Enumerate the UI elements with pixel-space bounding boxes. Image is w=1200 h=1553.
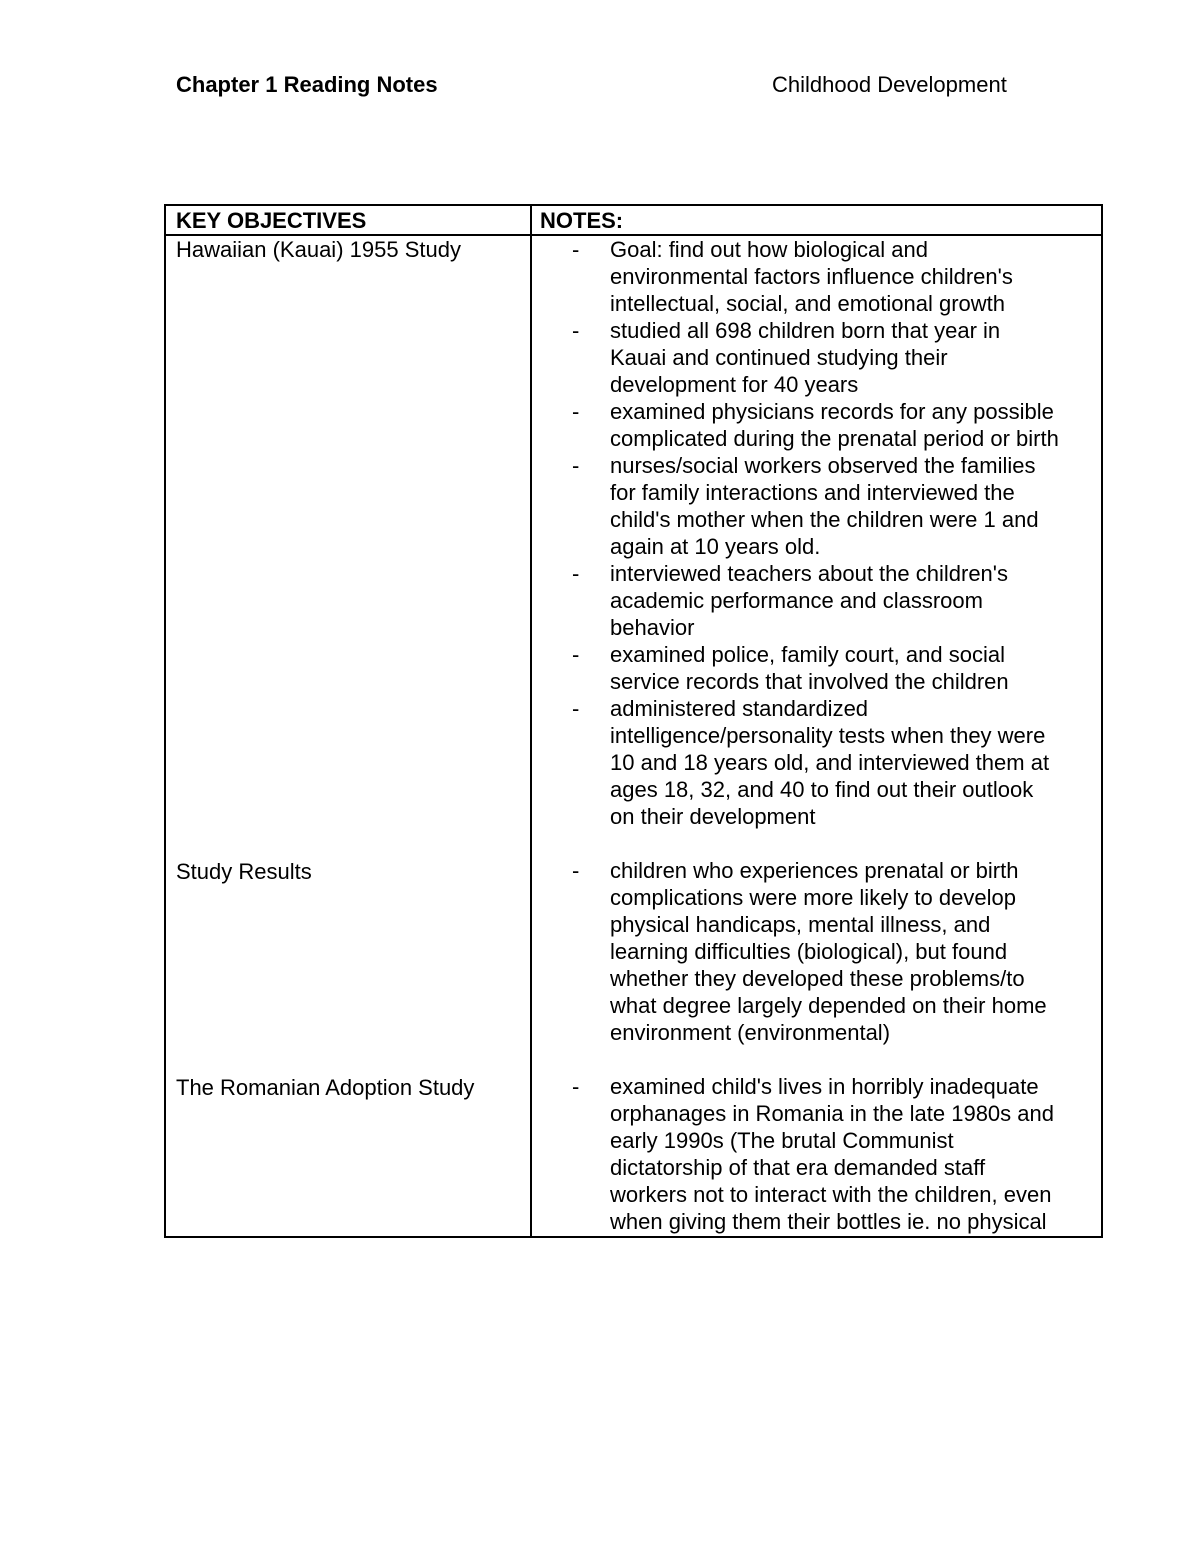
- bullet-item: [572, 695, 1102, 830]
- notes-group-study-results: [572, 857, 1102, 1046]
- dash-marker: -: [572, 399, 580, 424]
- bullet-text: examined police, family court, and social service records that involved the children: [610, 642, 1009, 694]
- bullet-text: examined physicians records for any possible complicated during the prenatal period or birth: [610, 399, 1059, 451]
- bullet-item: [572, 560, 1102, 641]
- document-title: Chapter 1 Reading Notes: [176, 72, 438, 97]
- bullet-item: [572, 641, 1102, 695]
- notes-group-hawaiian: [572, 236, 1102, 830]
- notes-group-romanian: [572, 1073, 1102, 1235]
- bullet-list: [572, 857, 1102, 1046]
- bullet-text: examined child's lives in horribly inadequate orphanages in Romania in the late 1980s and early 1990s (The brutal Communist dictatorship of that era demanded staff workers not to interact with the children, even when giving them their bottles ie. no physical: [610, 1074, 1054, 1234]
- bullet-item: [572, 317, 1102, 398]
- dash-marker: -: [572, 561, 580, 586]
- objective-hawaiian-study: Hawaiian (Kauai) 1955 Study: [176, 237, 461, 262]
- objective-study-results: Study Results: [176, 859, 312, 884]
- bullet-item: [572, 857, 1102, 1046]
- key-objectives-header: KEY OBJECTIVES: [176, 208, 367, 233]
- bullet-item: [572, 452, 1102, 560]
- bullet-list: [572, 236, 1102, 830]
- notes-header: NOTES:: [540, 208, 624, 233]
- notes-column: [572, 236, 1102, 1238]
- dash-marker: -: [572, 453, 580, 478]
- dash-marker: -: [572, 696, 580, 721]
- bullet-item: [572, 398, 1102, 452]
- bullet-text: nurses/social workers observed the families for family interactions and interviewed the child's mother when the children were 1 and again at 10 years old.: [610, 453, 1039, 559]
- bullet-text: administered standardized intelligence/personality tests when they were 10 and 18 years old, and interviewed them at ages 18, 32, and 40 to find out their outlook on their development: [610, 696, 1050, 829]
- bullet-list: [572, 1073, 1102, 1235]
- column-divider: [530, 206, 532, 1236]
- bullet-text: studied all 698 children born that year in Kauai and continued studying their development for 40 years: [610, 318, 1001, 397]
- course-name: Childhood Development: [772, 72, 1007, 97]
- dash-marker: -: [572, 318, 580, 343]
- bullet-text: Goal: find out how biological and environmental factors influence children's intellectual, social, and emotional growth: [610, 237, 1013, 316]
- dash-marker: -: [572, 642, 580, 667]
- notes-table: [164, 204, 1103, 1238]
- bullet-text: interviewed teachers about the children's academic performance and classroom behavior: [610, 561, 1008, 640]
- bullet-item: [572, 236, 1102, 317]
- bullet-item: [572, 1073, 1102, 1235]
- dash-marker: -: [572, 1074, 580, 1099]
- dash-marker: -: [572, 858, 580, 883]
- bullet-text: children who experiences prenatal or birth complications were more likely to develop physical handicaps, mental illness, and learning difficulties (biological), but found whether they developed these problems/to what degree largely depended on their home environment (environmental): [610, 858, 1047, 1045]
- dash-marker: -: [572, 237, 580, 262]
- objective-romanian-study: The Romanian Adoption Study: [176, 1075, 475, 1100]
